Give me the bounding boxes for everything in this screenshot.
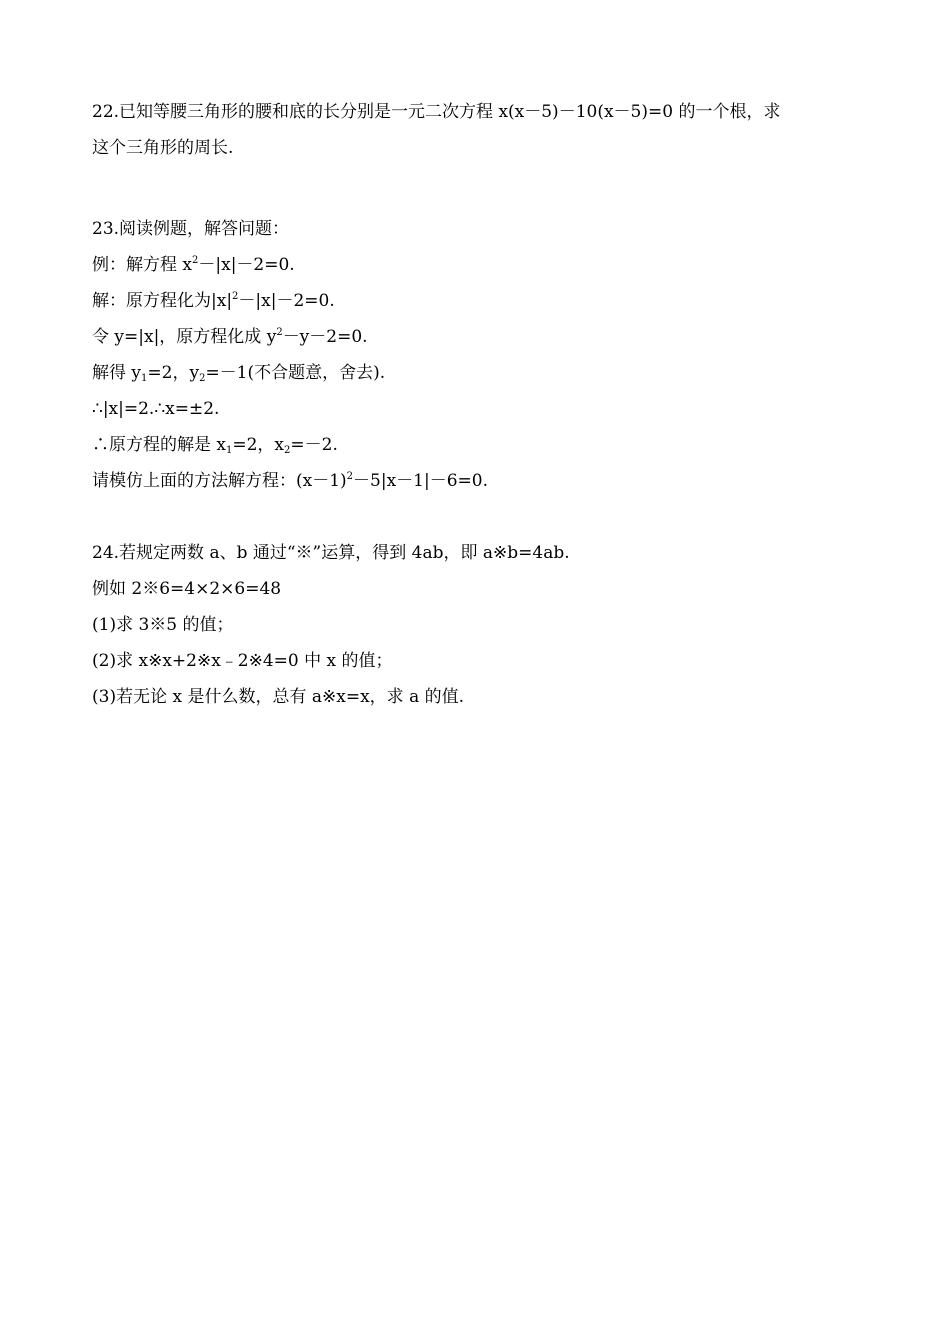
problem-22-line-2: 这个三角形的周长.	[92, 138, 234, 158]
text-run: =－2.	[290, 435, 338, 455]
problem-23-abs-line: ∴|x|=2.∴x=±2.	[92, 399, 220, 419]
problem-23-line-1: 23.阅读例题，解答问题：	[92, 219, 290, 239]
problem-23-solution-line	[92, 283, 862, 319]
subscript: 2	[284, 445, 291, 456]
problem-22	[92, 94, 862, 166]
text-run: 解：原方程化为|x|	[92, 291, 233, 311]
problem-23-answer-line	[92, 427, 862, 463]
worksheet-page	[92, 94, 862, 715]
text-run: ∴原方程的解是 x	[92, 435, 226, 455]
problem-23-roots-line	[92, 355, 862, 391]
text-run: －y－2=0.	[282, 327, 368, 347]
subscript: 1	[226, 445, 233, 456]
problem-23	[92, 211, 862, 499]
text-run: =2，x	[232, 435, 285, 455]
problem-24-part-2: (2)求 x※x+2※x﹣2※4=0 中 x 的值；	[92, 651, 393, 671]
superscript: 2	[192, 255, 199, 266]
problem-24	[92, 535, 862, 715]
superscript: 2	[276, 327, 283, 338]
problem-24-line-2: 例如 2※6=4×2×6=48	[92, 579, 282, 599]
text-run: =－1(不合题意，舍去).	[205, 363, 386, 383]
text-run: －|x|－2=0.	[238, 291, 335, 311]
problem-23-example-line	[92, 247, 862, 283]
text-run: =2，y	[147, 363, 200, 383]
text-run: 令 y=|x|，原方程化成 y	[92, 327, 277, 347]
problem-23-task-line	[92, 463, 862, 499]
problem-22-line-1: 22.已知等腰三角形的腰和底的长分别是一元二次方程 x(x－5)－10(x－5)=0 的一个根，求	[92, 102, 781, 122]
subscript: 1	[141, 373, 148, 384]
problem-24-part-1: (1)求 3※5 的值；	[92, 615, 234, 635]
text-run: 例：解方程 x	[92, 255, 192, 275]
problem-23-substitution-line	[92, 319, 862, 355]
subscript: 2	[199, 373, 206, 384]
superscript: 2	[232, 291, 239, 302]
text-run: －|x|－2=0.	[198, 255, 295, 275]
superscript: 2	[346, 471, 354, 482]
text-run: 请模仿上面的方法解方程：(x－1)	[92, 471, 347, 491]
text-run: －5|x－1|－6=0.	[353, 471, 489, 491]
problem-24-part-3: (3)若无论 x 是什么数，总有 a※x=x，求 a 的值.	[92, 687, 465, 707]
text-run: 解得 y	[92, 363, 142, 383]
problem-24-line-1: 24.若规定两数 a、b 通过“※”运算，得到 4ab，即 a※b=4ab.	[92, 543, 570, 563]
